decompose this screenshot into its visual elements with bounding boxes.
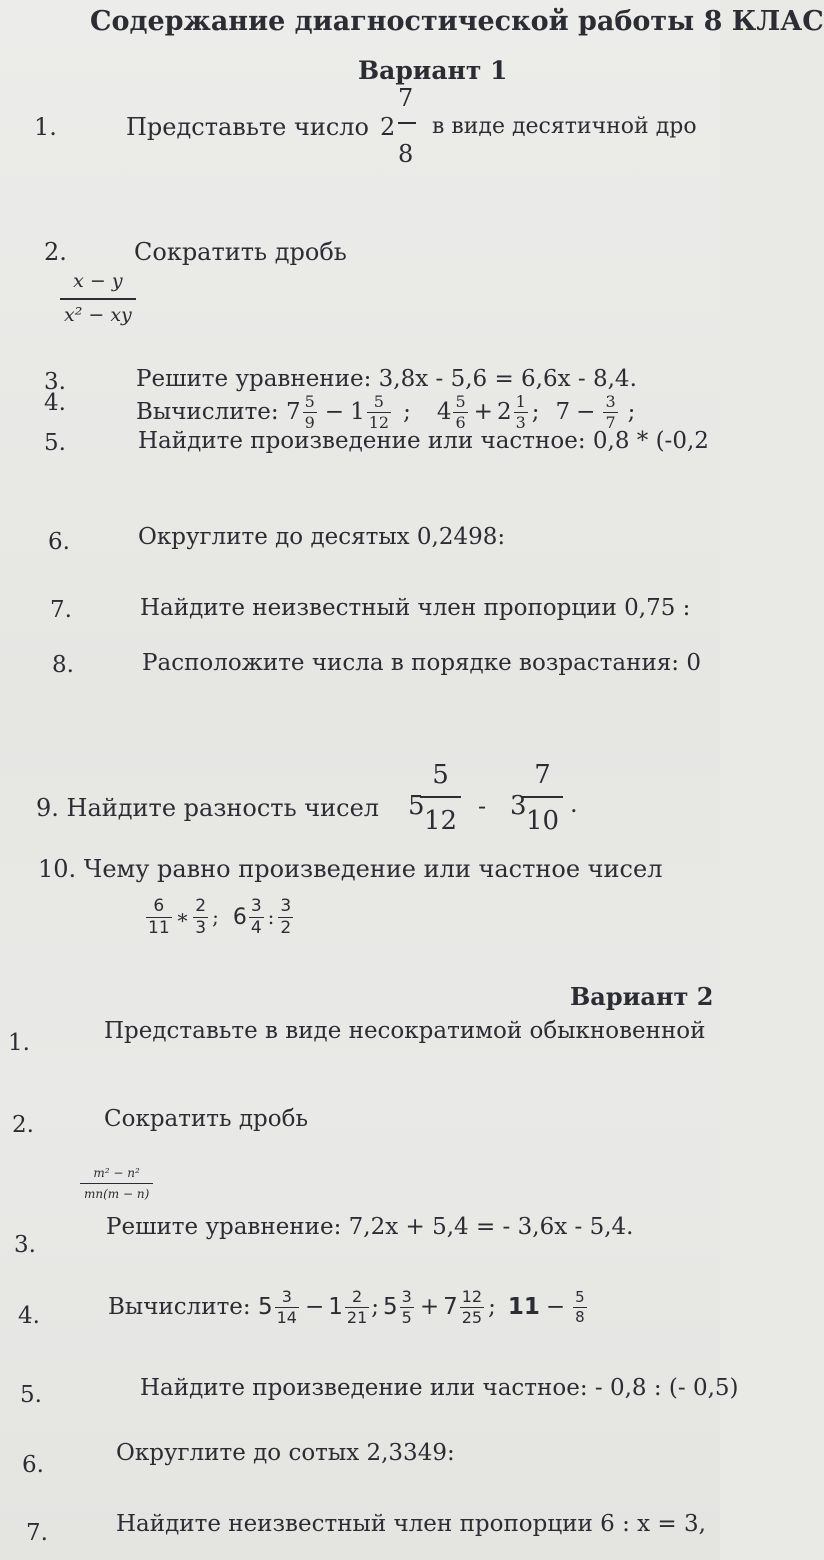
v2-q4-b-den: 21 xyxy=(346,1307,368,1327)
v2-q4-plus: + xyxy=(419,1294,440,1320)
v2-q4-d-whole: 7 xyxy=(443,1294,458,1320)
v2-q2-numerator: m² − n² xyxy=(93,1166,140,1180)
v1-q4-c-den: 6 xyxy=(455,412,466,432)
v1-q4-d-num: 1 xyxy=(515,391,526,411)
v1-q5-text: Найдите произведение или частное: 0,8 * (-0,2 xyxy=(138,428,709,454)
v1-q4-f-den: 7 xyxy=(605,412,616,432)
v1-q4-separator-1: ; xyxy=(403,399,411,425)
v1-q4-term-c xyxy=(436,391,470,432)
v1-q10-b-den: 3 xyxy=(195,917,207,938)
v1-q1-whole: 2 xyxy=(380,113,396,141)
v1-q10-b xyxy=(193,895,208,938)
v1-q5-number: 5. xyxy=(44,430,66,456)
v2-q4-b-num: 2 xyxy=(351,1286,363,1306)
v1-q9-b-den: 10 xyxy=(522,796,563,836)
v2-q5-text: Найдите произведение или частное: - 0,8 : (- 0,5) xyxy=(140,1375,739,1401)
v1-q10-d xyxy=(278,895,293,938)
v1-q4-term-b xyxy=(350,391,393,432)
v2-q4-term-d xyxy=(443,1286,486,1327)
v2-q4-c-den: 5 xyxy=(401,1307,412,1327)
v1-q2-fraction xyxy=(60,270,136,326)
v2-q4-term-a xyxy=(257,1286,301,1327)
v1-q10-d-num: 3 xyxy=(280,895,292,916)
v2-q7-number: 7. xyxy=(26,1520,48,1546)
v2-q4-f-den: 8 xyxy=(575,1307,585,1326)
v1-q9-a-whole: 5 xyxy=(408,791,425,821)
v1-q10-separator: ; xyxy=(212,905,219,929)
v1-q4-d-den: 3 xyxy=(515,412,526,432)
v1-q6-text: Округлите до десятых 0,2498: xyxy=(138,524,506,550)
v1-q4-c-whole: 4 xyxy=(436,399,452,425)
v2-q4-a-whole: 5 xyxy=(257,1294,273,1320)
v2-q4-a-num: 3 xyxy=(281,1286,292,1306)
v1-q9-b-num: 7 xyxy=(534,760,551,790)
v2-q4-separator-1: ; xyxy=(371,1294,379,1320)
v1-q10-a-num: 6 xyxy=(153,895,165,916)
v1-q10-a xyxy=(146,895,172,938)
v2-q4-minus: − xyxy=(304,1294,325,1320)
v1-q10-c-den: 4 xyxy=(250,917,262,938)
v1-q9-a-fraction xyxy=(420,760,461,836)
v2-q4-minus-2: − xyxy=(545,1294,566,1320)
v2-q4-f-num: 5 xyxy=(575,1287,585,1306)
v1-q4-minus: − xyxy=(324,399,345,425)
v1-q4-separator-2: ; xyxy=(531,399,540,425)
v2-q7-text: Найдите неизвестный член пропорции 6 : х = 3, xyxy=(116,1511,706,1537)
v2-q3-number: 3. xyxy=(14,1232,36,1258)
v2-q4-label: Вычислите: xyxy=(108,1294,251,1320)
v1-q4-a-num: 5 xyxy=(304,391,315,411)
v2-q2-denominator: mn(m − n) xyxy=(80,1183,153,1201)
v1-q4-c-num: 5 xyxy=(455,391,466,411)
v1-q4-b-num: 5 xyxy=(373,391,384,411)
v1-q2-number: 2. xyxy=(44,238,67,266)
v2-q4-a-den: 14 xyxy=(276,1307,297,1327)
v2-q4-number: 4. xyxy=(18,1303,40,1329)
v1-q4-d-whole: 2 xyxy=(496,399,512,425)
v1-q9-minus: - xyxy=(478,792,487,820)
v2-q2-text: Сократить дробь xyxy=(104,1106,308,1132)
v1-q9-end: . xyxy=(570,790,578,818)
v1-q4-b-den: 12 xyxy=(368,412,390,432)
v1-q1-numerator: 7 xyxy=(398,84,414,112)
v2-q4-term-f xyxy=(573,1287,587,1326)
v1-q10-colon: : xyxy=(267,905,275,929)
v1-q2-denominator: x² − xy xyxy=(60,298,136,326)
v1-q9-b-fraction xyxy=(522,760,563,836)
v1-q4-minus-2: − xyxy=(576,399,596,425)
v1-q1-text: Представьте число xyxy=(126,113,369,141)
v1-q4-term-f xyxy=(603,391,617,432)
v1-q9-b-whole: 3 xyxy=(510,791,527,821)
v2-q2-number: 2. xyxy=(12,1112,34,1138)
v2-q4-term-c xyxy=(383,1286,416,1327)
v2-q4-c-num: 3 xyxy=(401,1286,412,1306)
v1-q1-tail: в виде десятичной дро xyxy=(432,114,697,139)
v2-q4-term-b xyxy=(328,1286,371,1327)
v1-q10-d-den: 2 xyxy=(280,917,292,938)
v1-q4-a-whole: 7 xyxy=(285,399,301,425)
v1-q10-b-num: 2 xyxy=(195,895,207,916)
variant-2-heading: Вариант 2 xyxy=(570,982,714,1011)
v2-q6-text: Округлите до сотых 2,3349: xyxy=(116,1440,455,1466)
v1-q6-number: 6. xyxy=(48,529,70,555)
v2-q4-separator-2: ; xyxy=(488,1294,496,1320)
v2-q1-text: Представьте в виде несократимой обыкновенной xyxy=(104,1018,706,1044)
v1-q7-number: 7. xyxy=(50,597,72,623)
v1-q8-text: Расположите числа в порядке возрастания: 0 xyxy=(142,650,701,676)
v1-q4-term-d xyxy=(496,391,530,432)
v1-q4-a-den: 9 xyxy=(304,412,315,432)
v1-q10-c xyxy=(232,895,266,938)
v1-q2-numerator: x − y xyxy=(73,270,123,292)
v1-q10-text: 10. Чему равно произведение или частное чисел xyxy=(38,855,663,883)
v1-q4-b-whole: 1 xyxy=(350,399,365,425)
v1-q10-a-den: 11 xyxy=(148,917,170,938)
v1-q10-expression xyxy=(144,888,295,946)
v1-q10-c-whole: 6 xyxy=(232,904,247,930)
v1-q1-number: 1. xyxy=(34,113,57,141)
v1-q1-denominator: 8 xyxy=(398,140,414,168)
v1-q9-a-num: 5 xyxy=(432,760,449,790)
v2-q5-number: 5. xyxy=(20,1382,42,1408)
v1-q4-e-whole: 7 xyxy=(555,399,571,425)
v1-q2-text: Сократить дробь xyxy=(134,238,347,266)
v1-q4-separator-3: ; xyxy=(627,399,636,425)
v1-q4-plus: + xyxy=(473,399,493,425)
v1-q8-number: 8. xyxy=(52,652,74,678)
v1-q9-text: 9. Найдите разность чисел xyxy=(36,794,380,822)
v2-q4-d-num: 12 xyxy=(461,1286,483,1306)
v2-q4-e-whole: 11 xyxy=(507,1294,540,1320)
v1-q7-text: Найдите неизвестный член пропорции 0,75 : xyxy=(140,595,691,621)
v2-q4-d-den: 25 xyxy=(461,1307,483,1327)
v1-q10-star: ∗ xyxy=(175,905,190,929)
v1-q3-number: 3. xyxy=(44,369,66,395)
v1-q4-number: 4. xyxy=(44,390,66,416)
v2-q3-text: Решите уравнение: 7,2х + 5,4 = - 3,6х - 5,4. xyxy=(106,1214,634,1240)
v1-q3-text: Решите уравнение: 3,8х - 5,6 = 6,6х - 8,4. xyxy=(136,366,637,392)
v2-q4-c-whole: 5 xyxy=(383,1294,398,1320)
v2-q2-fraction xyxy=(80,1166,153,1201)
variant-1-heading: Вариант 1 xyxy=(358,56,508,85)
v2-q1-number: 1. xyxy=(8,1030,30,1056)
v1-q1-fraction-bar xyxy=(398,122,416,124)
v1-q4-label: Вычислите: xyxy=(136,399,279,425)
v1-q4-f-num: 3 xyxy=(605,391,616,411)
v2-q6-number: 6. xyxy=(22,1452,44,1478)
v1-q10-c-num: 3 xyxy=(250,895,262,916)
v1-q4-term-a xyxy=(285,391,319,432)
v1-q9-a-den: 12 xyxy=(420,796,461,836)
v2-q4-b-whole: 1 xyxy=(328,1294,343,1320)
v2-q4-expression xyxy=(108,1278,589,1336)
page-title: Содержание диагностической работы 8 КЛАС xyxy=(90,6,824,37)
